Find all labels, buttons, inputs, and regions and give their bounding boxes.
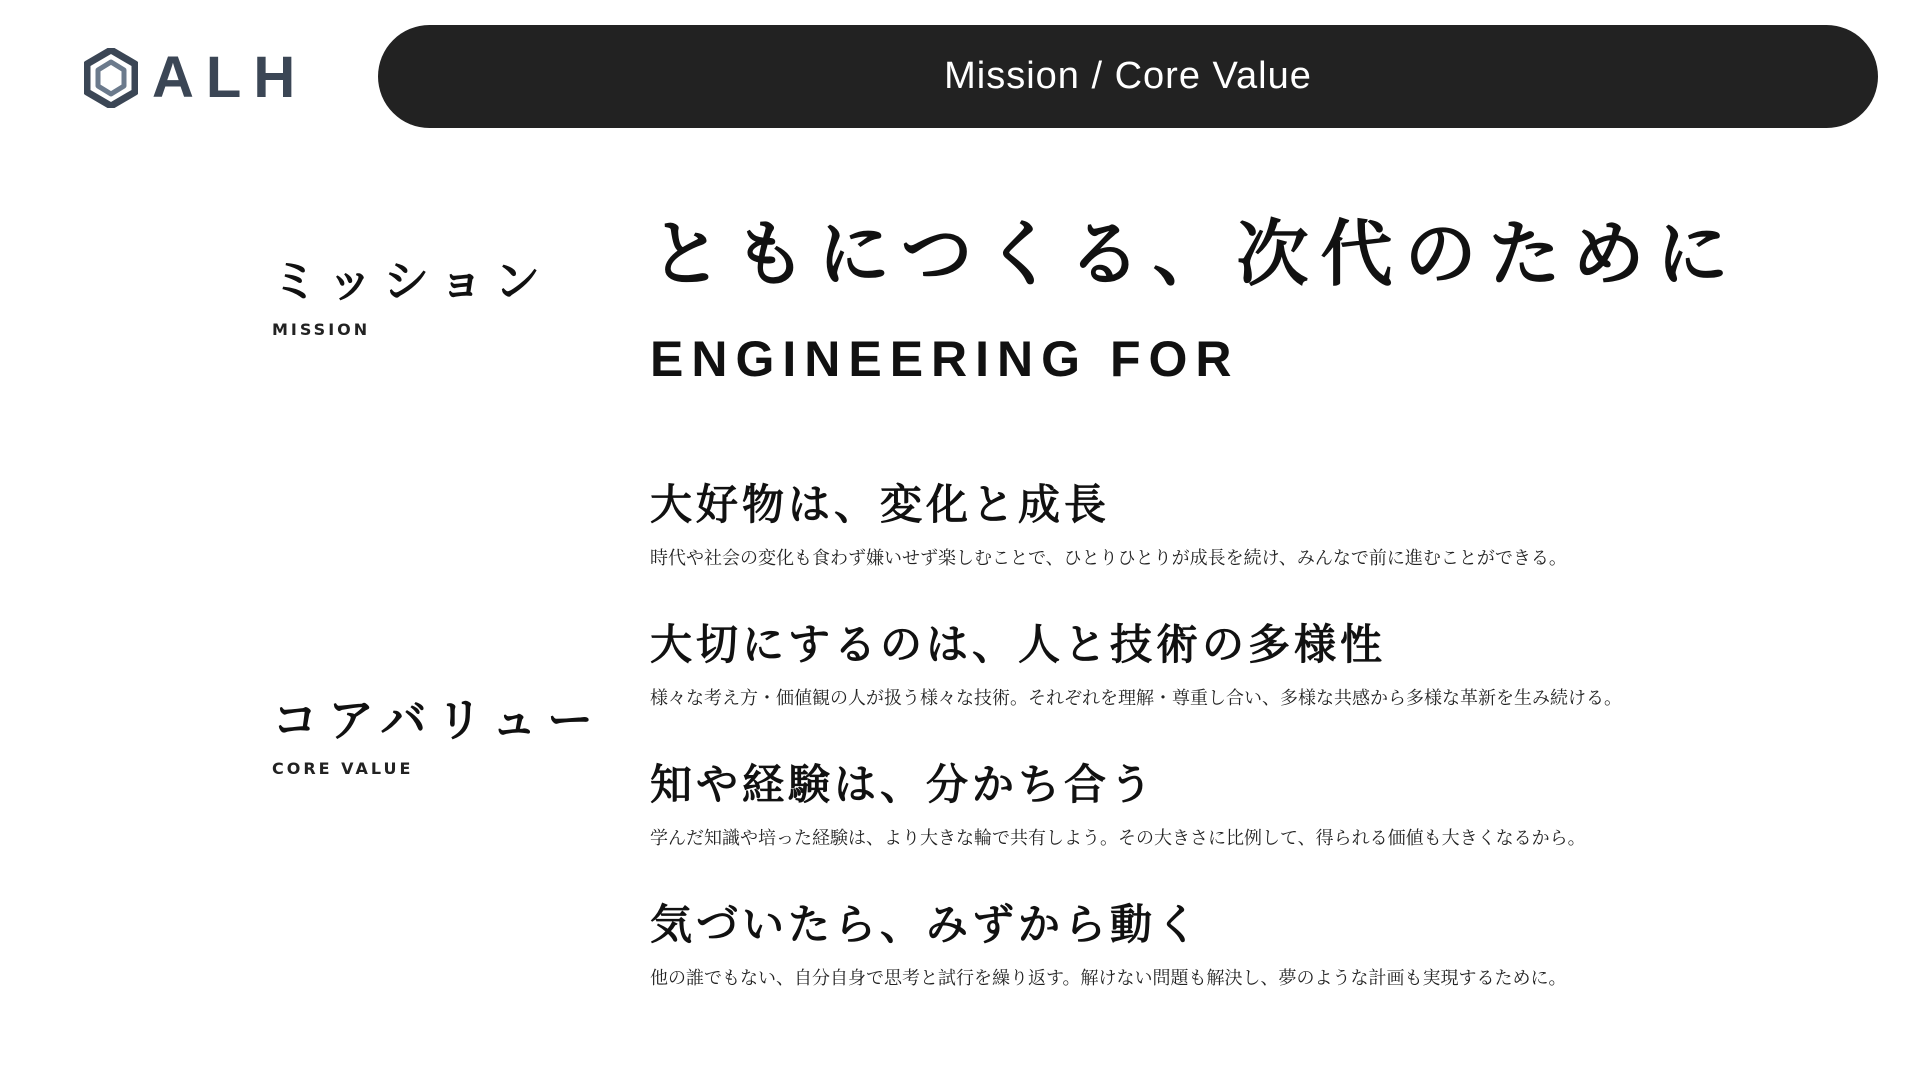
core-value-description: 学んだ知識や培った経験は、より大きな輪で共有しよう。その大きさに比例して、得られる価値も大きくなるから。 [650, 828, 1586, 849]
core-value-description: 時代や社会の変化も食わず嫌いせず楽しむことで、ひとりひとりが成長を続け、みんなで前に進むことができる。 [650, 548, 1567, 569]
core-value-description: 他の誰でもない、自分自身で思考と試行を繰り返す。解けない問題も解決し、夢のような計画も実現するために。 [650, 968, 1567, 989]
page-title: Mission / Core Value [944, 55, 1312, 97]
core-value-title: 知や経験は、分かち合う [650, 760, 1157, 809]
company-logo [84, 46, 307, 110]
core-value-list [650, 480, 1850, 1044]
header-bar [378, 25, 1878, 128]
mission-label-jp: ミッション [272, 254, 551, 308]
core-value-section-label [272, 693, 603, 778]
core-value-label-jp: コアバリュー [272, 693, 603, 747]
mission-statement-jp: ともにつくる、次代のために [650, 212, 1741, 296]
core-value-title: 大切にするのは、人と技術の多様性 [650, 620, 1387, 669]
logo-text: ALH [152, 45, 308, 110]
core-value-title: 気づいたら、みずから動く [650, 900, 1203, 949]
mission-label-en: MISSION [272, 320, 371, 339]
mission-statement-en: ENGINEERING FOR [650, 331, 1240, 387]
mission-section-label [272, 254, 551, 339]
core-value-item [650, 900, 1850, 1044]
core-value-title: 大好物は、変化と成長 [650, 480, 1111, 529]
core-value-item [650, 620, 1850, 764]
core-value-item [650, 760, 1850, 904]
core-value-label-en: CORE VALUE [272, 759, 414, 778]
hexagon-logo-icon [84, 48, 138, 108]
core-value-description: 様々な考え方・価値観の人が扱う様々な技術。それぞれを理解・尊重し合い、多様な共感から多様な革新を生み続ける。 [650, 688, 1622, 709]
core-value-item [650, 480, 1850, 624]
